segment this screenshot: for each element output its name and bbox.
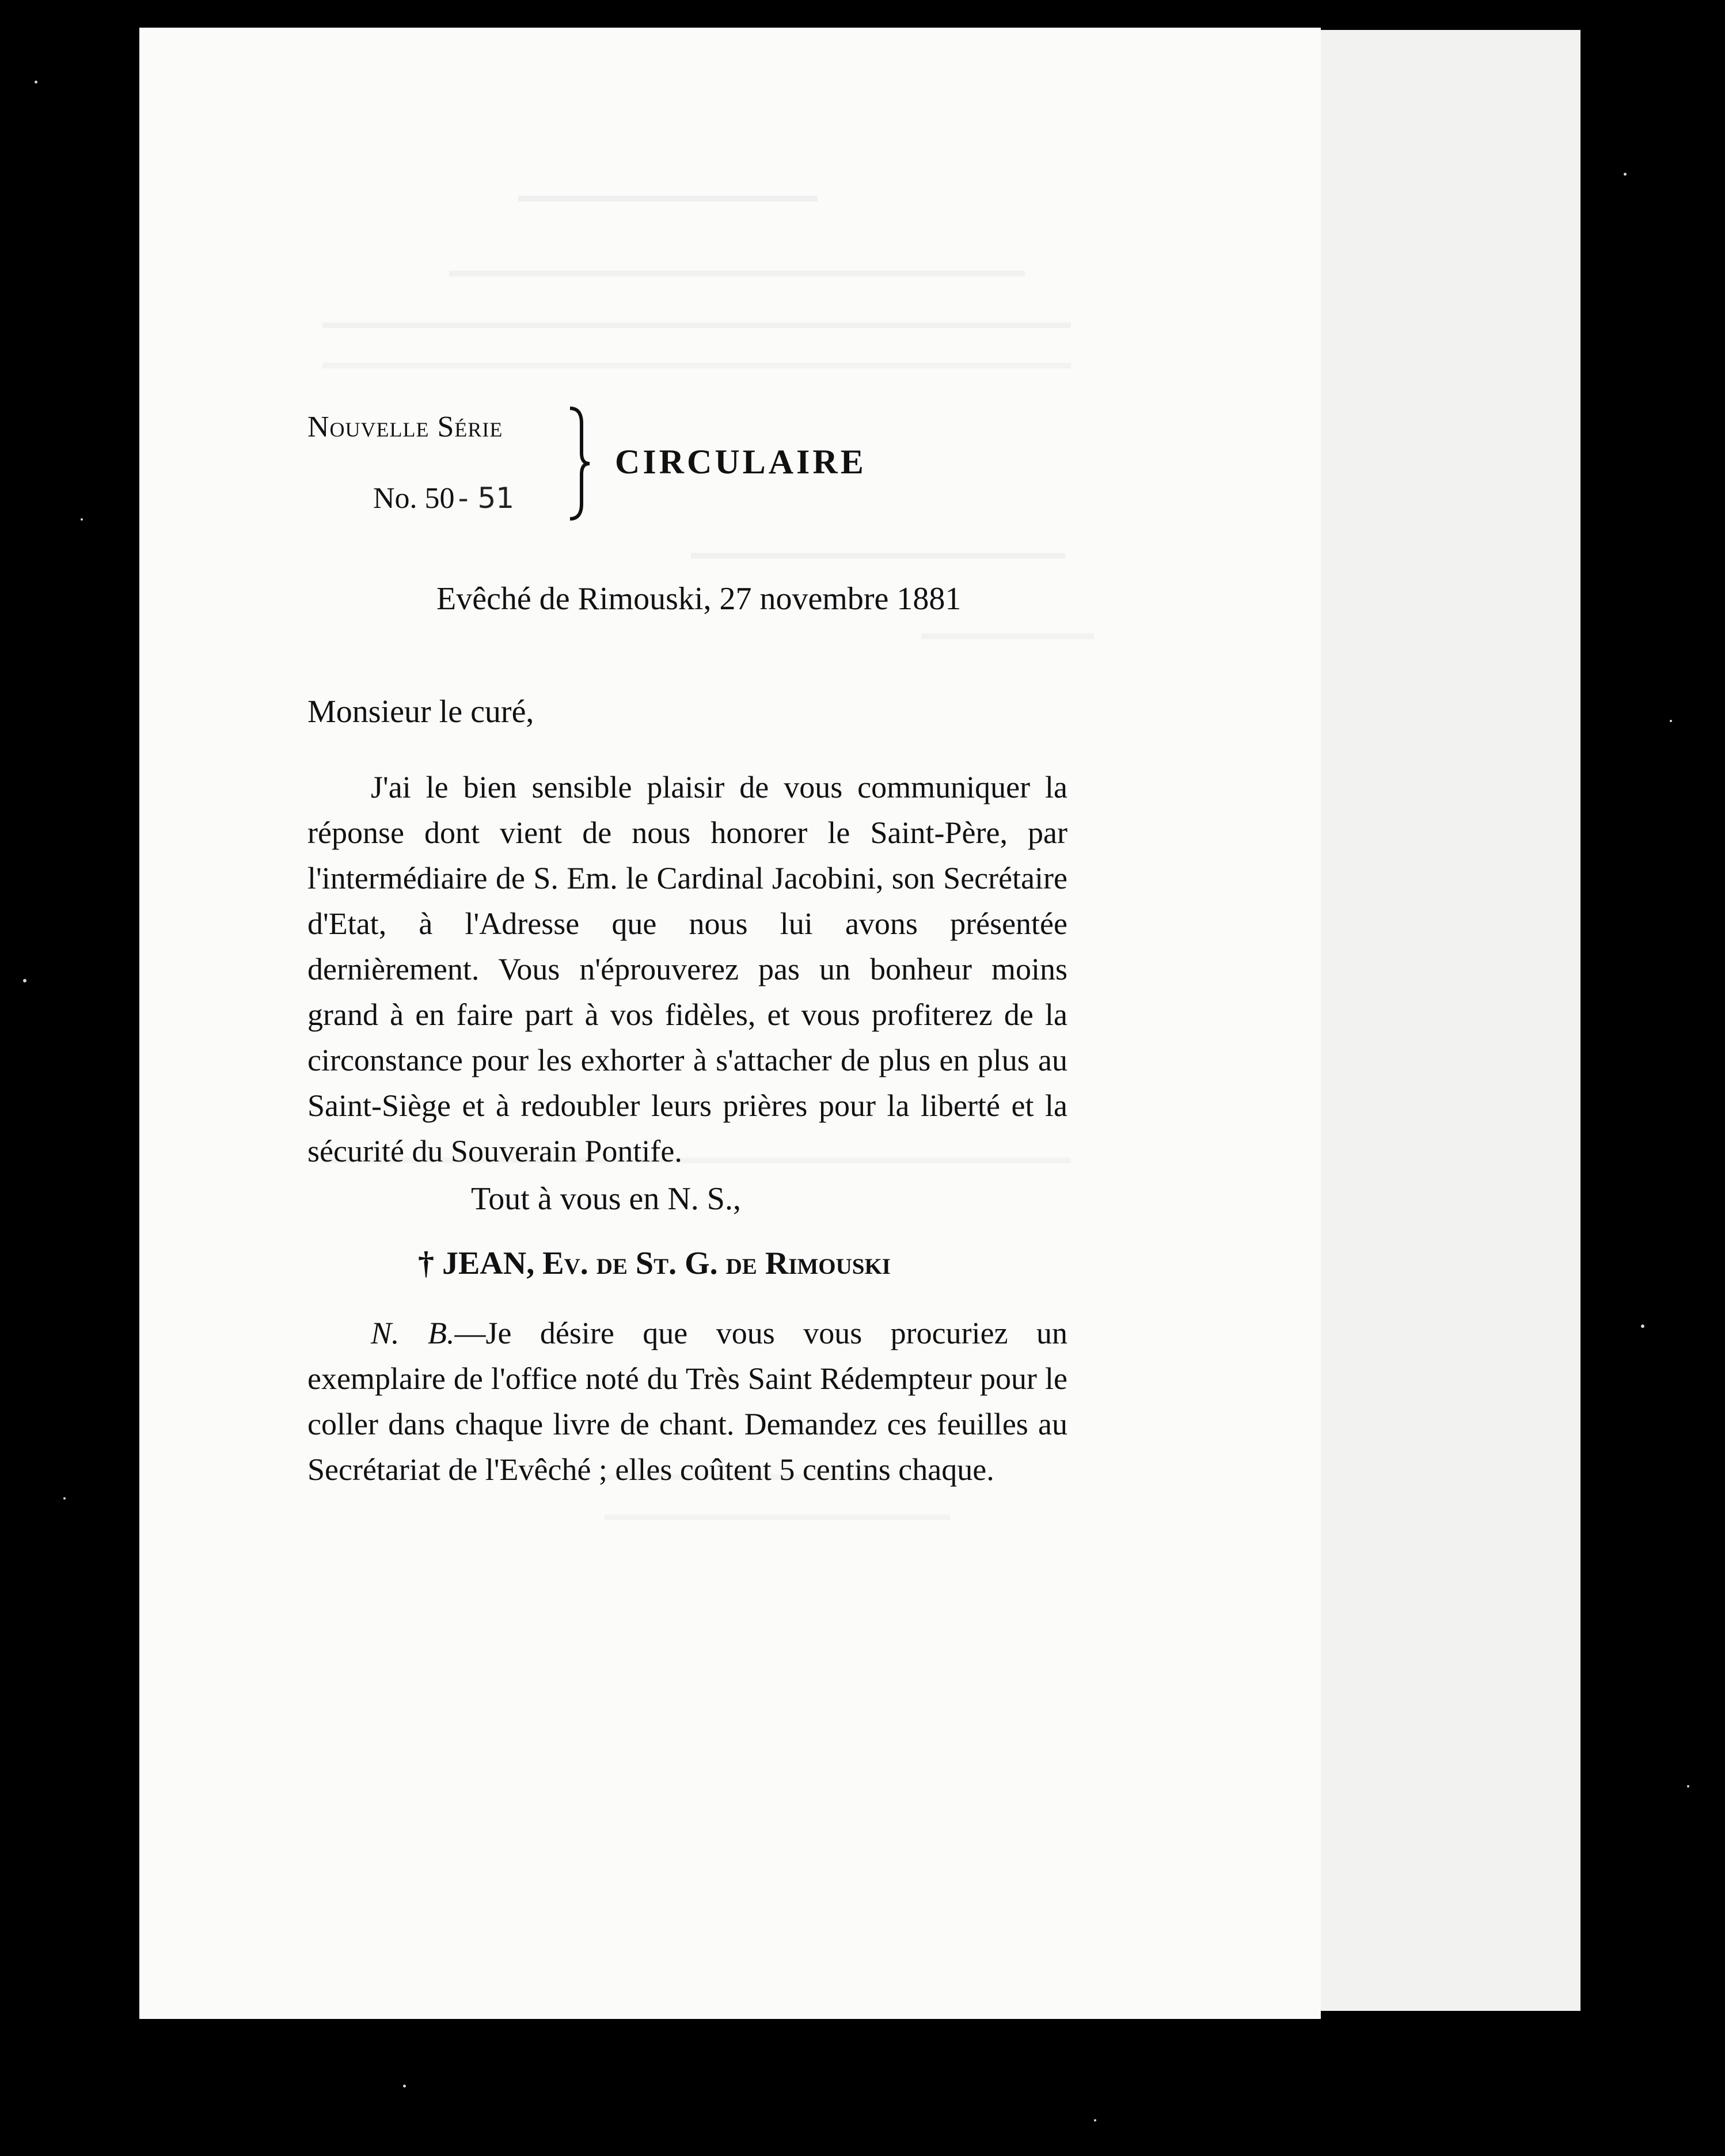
dust-speck [63, 1497, 66, 1500]
paper-back-edge [1316, 30, 1580, 2011]
dust-speck [1687, 1785, 1689, 1787]
body-text: J'ai le bien sensible plaisir de vous communiquer la réponse dont vient de nous honorer le Saint-Père, par l'intermédiaire de S. Em. le Cardinal Jacobini, son Secrétaire d'Etat, à l'Adresse que nous lui avons présentée dernièrement. Vous n'éprouverez pas un bonheur moins grand à en faire part à vos fidèles, et vous profiterez de la circonstance pour les exhorter à s'attacher de plus en plus au Saint-Siège et à redoubler leurs prières pour la liberté et la sécurité du Souverain Pontife. [307, 770, 1067, 1168]
dust-speck [1094, 2119, 1096, 2121]
nota-bene [307, 1311, 1067, 1493]
dust-speck [403, 2085, 406, 2087]
body-paragraph [307, 765, 1067, 1174]
dust-speck [35, 81, 37, 83]
nota-bene-label: N. B. [371, 1316, 455, 1350]
circular-number-printed: No. 50 [373, 482, 455, 515]
dust-speck [23, 979, 26, 982]
dust-speck [1641, 1324, 1644, 1328]
dust-speck [1624, 173, 1627, 176]
curly-brace-icon [564, 406, 593, 521]
place-date-line: Evêché de Rimouski, 27 novembre 1881 [436, 581, 962, 617]
dust-speck [1670, 720, 1672, 722]
salutation: Monsieur le curé, [307, 694, 534, 730]
signature-name: JEAN, Ev. de St. G. de Rimouski [442, 1246, 891, 1281]
nota-bene-text: —Je désire que vous vous procuriez un exemplaire de l'office noté du Très Saint Rédempteur pour le coller dans chaque livre de chant. Demandez ces feuilles au Secrétariat de l'Evêché ; elles coûtent 5 centins chaque. [307, 1316, 1067, 1487]
document-heading: CIRCULAIRE [615, 443, 867, 481]
closing-line: Tout à vous en N. S., [471, 1181, 741, 1217]
signature [418, 1245, 891, 1282]
cross-icon: † [418, 1246, 434, 1281]
series-label: Nouvelle Série [307, 411, 503, 443]
circular-number [373, 481, 514, 515]
nota-bene-paragraph [307, 1311, 1067, 1493]
circular-number-handwritten: - 51 [458, 481, 515, 515]
dust-speck [81, 518, 83, 521]
